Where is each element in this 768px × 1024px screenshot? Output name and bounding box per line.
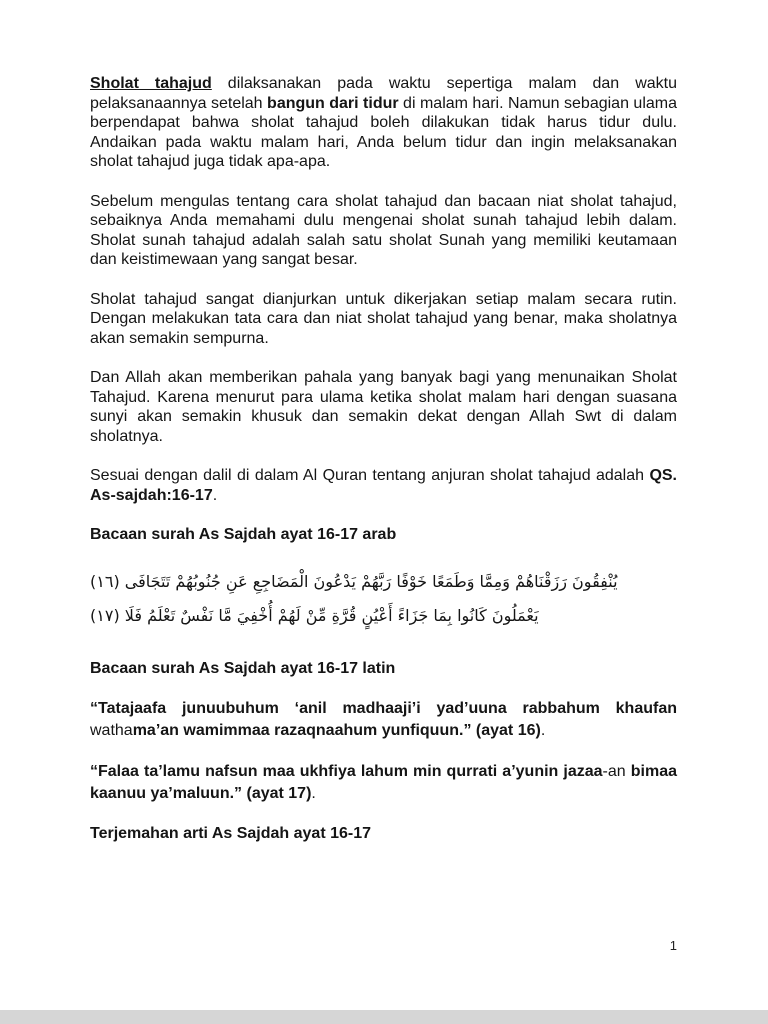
paragraph-overview xyxy=(90,192,677,270)
paragraph-intro xyxy=(90,74,677,172)
text-run: Sebelum mengulas tentang cara sholat tahajud dan bacaan niat sholat tahajud, sebaiknya Anda memahami dulu mengenai sholat sunah tahajud lebih dalam. Sholat sunah tahajud adalah salah satu sholat Sunah yang memiliki keutamaan dan keistimewaan yang sangat besar. xyxy=(90,192,677,268)
heading-terjemahan: Terjemahan arti As Sajdah ayat 16-17 xyxy=(90,825,372,842)
text-run: Sesuai dengan dalil di dalam Al Quran tentang anjuran sholat tahajud adalah xyxy=(90,467,650,484)
text-run: . xyxy=(311,784,316,802)
text-run: QS. As-sajdah:16-17 xyxy=(90,467,677,504)
text-run: Sholat tahajud xyxy=(90,75,212,92)
text-run: di malam hari. Namun sebagian ulama berpendapat bahwa sholat tahajud boleh dilakukan tidak harus tidur dulu. Andaikan pada waktu malam hari, Anda belum tidur dan ingin melaksanakan sholat tahajud juga tidak apa-apa. xyxy=(90,94,678,170)
heading-bacaan-latin: Bacaan surah As Sajdah ayat 16-17 latin xyxy=(90,659,396,677)
page-bottom-edge xyxy=(0,1010,768,1024)
page-number: 1 xyxy=(669,938,677,953)
text-run: Sholat tahajud sangat dianjurkan untuk dikerjakan setiap malam secara rutin. Dengan melakukan tata cara dan niat sholat tahajud yang benar, maka sholatnya akan semakin sempurna. xyxy=(90,290,677,347)
arabic-verse-block xyxy=(90,565,677,633)
paragraph-latin-ayat-17 xyxy=(90,761,677,804)
text-run: -an xyxy=(602,763,631,780)
text-run: . xyxy=(212,486,218,504)
text-run: “Falaa ta’lamu nafsun maa ukhfiya lahum min qurrati a’yunin jazaa xyxy=(90,763,603,780)
text-run: bangun dari tidur xyxy=(267,94,399,112)
paragraph-anjuran xyxy=(90,290,677,349)
arabic-verse-17: (١٧) ‎فَلَا ‎تَعْلَمُ ‎نَفْسٌ ‎مَّا ‎أُخْفِيَ ‎لَهُمْ ‎مِّنْ ‎قُرَّةِ ‎أَعْيُنٍ ‎جَزَاءً ‎بِمَا ‎كَانُوا ‎يَعْمَلُونَ xyxy=(90,605,539,625)
text-run: ma’an wamimmaa razaqnaahum yunfiquun.” (ayat 16) xyxy=(132,721,541,739)
text-run: Dan Allah akan memberikan pahala yang banyak bagi yang menunaikan Sholat Tahajud. Karena menurut para ulama ketika sholat malam hari dengan suasana sunyi akan semakin khusuk dan semakin dekat dengan Allah Swt di dalam sholatnya. xyxy=(90,369,677,445)
paragraph-pahala xyxy=(90,368,677,446)
arabic-verse-16: (١٦) ‎تَتَجَافَى ‎جُنُوبُهُمْ ‎عَنِ ‎الْمَضَاجِعِ ‎يَدْعُونَ ‎رَبَّهُمْ ‎خَوْفًا ‎وَطَمَعًا ‎وَمِمَّا ‎رَزَقْنَاهُمْ ‎يُنْفِقُونَ xyxy=(90,571,618,591)
paragraph-latin-ayat-16 xyxy=(90,698,677,741)
text-run: “Tatajaafa junuubuhum ‘anil madhaaji’i yad’uuna rabbahum khaufan xyxy=(90,700,677,717)
text-run: bimaa kaanuu ya’maluun.” (ayat 17) xyxy=(90,763,677,802)
text-run: . xyxy=(540,721,546,739)
text-run: dilaksanakan pada waktu sepertiga malam dan waktu pelaksanaannya setelah xyxy=(90,75,677,112)
document-content xyxy=(90,74,677,864)
paragraph-dalil xyxy=(90,466,677,505)
heading-bacaan-arab: Bacaan surah As Sajdah ayat 16-17 arab xyxy=(90,526,397,543)
text-run: watha xyxy=(90,721,133,739)
